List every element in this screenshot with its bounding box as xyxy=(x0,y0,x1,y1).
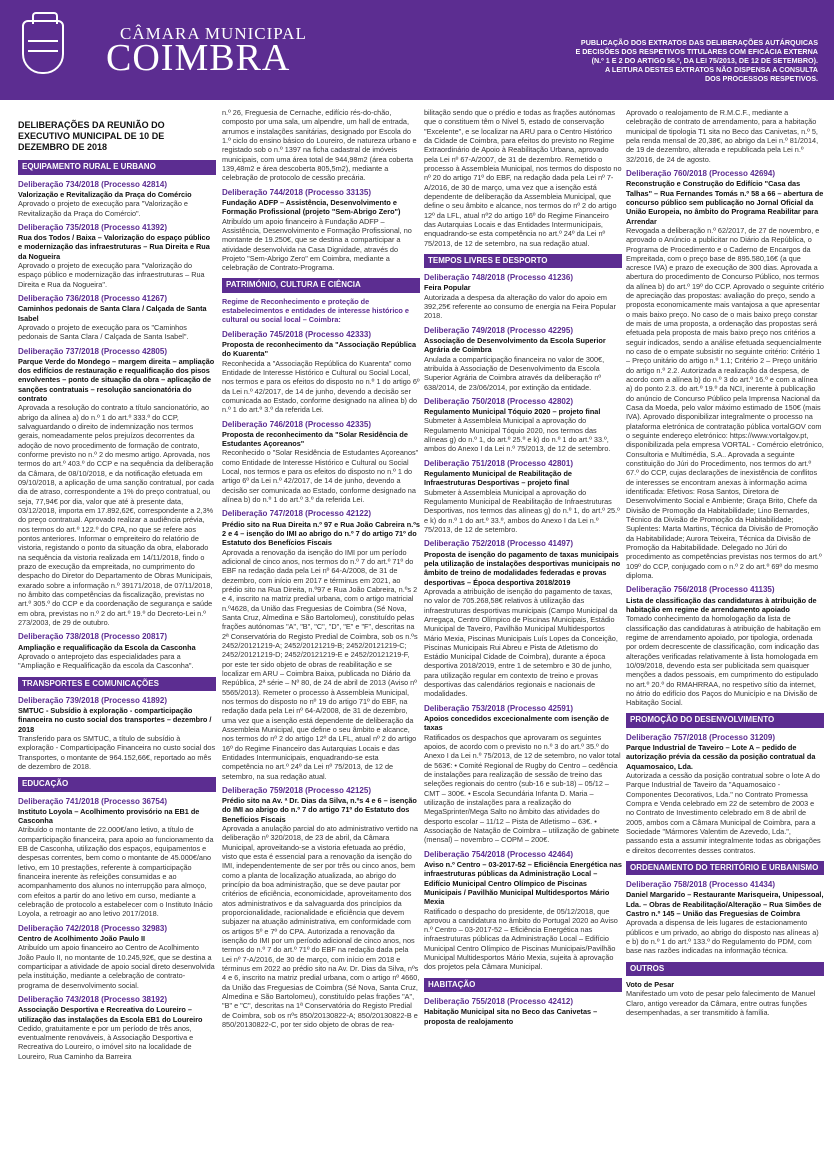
deliberation-title: Apoios concedidos excecionalmente com isenção de taxas xyxy=(424,714,609,733)
deliberation-item xyxy=(18,180,216,218)
deliberation-item xyxy=(424,326,622,392)
deliberation-title: Centro de Acolhimento João Paulo II xyxy=(18,933,146,943)
document-title: DELIBERAÇÕES DA REUNIÃO DO EXECUTIVO MUNICIPAL DE 10 DE DEZEMBRO DE 2018 xyxy=(18,120,165,152)
deliberation-body: n.º 26, Freguesia de Cernache, edifício rés-do-chão, composto por uma sala, um alpendre, um hall de entrada, arrumos e instalações sanitárias, designado por Escola do 1.º ciclo do ensino básico do Loureiro, de natureza urbano e registado sob o n.º 1397 na ficha cadastral de imóveis municipais, com uma área total de 944,98m2 (área coberta 139,48m2 e área descoberta 805,5m2), mediante a celebração de protocolo de cessão precária. xyxy=(222,108,417,183)
deliberation-body: Reconhecida a "Associação República do Kuarenta" como Entidade de Interesse Histórico e Cultural ou Social Local, nos termos e para os efeitos do disposto no n.º 1 do artigo 6º da Lei n.º 42/2017, de 14 de junho, devendo a decisão ser comunicada ao Estado, conforme designado na alínea b) do n.º 1 do art.º 3.º da referida Lei. xyxy=(222,358,420,415)
deliberation-item xyxy=(222,420,420,505)
section-header: OUTROS xyxy=(626,962,824,976)
section-header: TEMPOS LIVRES E DESPORTO xyxy=(424,254,622,268)
deliberation-body: bilitação sendo que o prédio e todas as frações autónomas que o constituem têm o Nível 5, estado de conservação "Excelente", e se localizar na ARU para o Centro Histórico da Cidade de Coimbra, para efeitos do previsto no Regime Extraordinário de Apoio à Reabilitação Urbana, aprovado pela Lei nº 67-A/2007, de 31 de dezembro. Remetido o processo à Assembleia Municipal, nos termos do disposto no nº 20 do artigo 71º do EBF, na redação dada pela Lei nº 7-A/2016, de 30 de março, uma vez que a isenção está dependente de deliberação da Assembleia Municipal, que define o seu âmbito e alcance, nos termos do nº 2 do artigo 12º da LFL, atual nº2 do artigo 16º do Regime Financeiro das Autarquias Locais e das Entidades Intermunicipais, enquadrando-se esta competência no art.º 24º da Lei nº 75/2013, de 12 de setembro, na sua redação atual. xyxy=(424,108,622,248)
deliberation-item xyxy=(222,330,420,415)
deliberation-heading: Deliberação 745/2018 (Processo 42333) xyxy=(222,329,371,339)
deliberation-heading: Deliberação 742/2018 (Processo 32983) xyxy=(18,923,167,933)
deliberation-body: Reconhecido o "Solar Residência de Estudantes Açoreanos" como Entidade de Interesse Histórico e Cultural ou Social Local, nos termos e para os efeitos do disposto no n.º 1 do artigo 6º da Lei n.º 42/2017, de 14 de junho, devendo a decisão ser comunicada ao Estado, conforme designado na alínea b) do n.º 1 do art.º 3.º da referida Lei. xyxy=(222,448,419,505)
notice-line: A LEITURA DESTES EXTRATOS NÃO DISPENSA A CONSULTA xyxy=(605,65,818,74)
deliberation-item xyxy=(626,108,824,164)
deliberation-body: Revogada a deliberação n.º 62/2017, de 27 de novembro, e aprovado o Anúncio a publicitar no Diário da República, o Programa de Procedimento e o Caderno de Encargos da Empreitada, com o preço base de 895.580,16€ (a que acresce IVA) e prazo de execução de 300 dias. Aprovada a abertura do procedimento de Concurso Público, nos termos da alínea b) do art.º 19º do CCP. Aprovado o seguinte critério de apreciação das propostas: avaliação do preço, sendo a proposta economicamente mais vantajosa a que apresentar o mais baixo preço. No caso de o mais baixo preço constar de mais de uma proposta, a ordenação das propostas será efetuada pela proposta de mais baixo preço nos critérios a seguir indicados, sendo a análise efetuada sequencialmente no caso de o empate subsistir no seguinte critério: Critério 1 – Preço unitário do artigo n.º 1.1; Critério 2 – Preço unitário do artigo n.º 2.2. Autorizada a realização da despesa, de acordo com a alínea b) do n.º 3 do art.º 16.º e com a alínea a) do ponto 2.3. do art.º 19.º da NCI, inerente à publicação do anúncio de Concurso Público pela Imprensa Nacional da Casa da Moeda, pelo valor máximo estimado de 150€ (mais IVA). Aprovado disponibilizar integralmente o processo na plataforma eletrónica de contratação pública vortalGOV com o seguinte endereço eletrónico: https://www.vortalgov.pt, disponibilizada pela empresa VORTAL - Comércio eletrónico, Consultoria e Multimédia, S.A.. Aprovada a seguinte constituição do Júri do Procedimento, nos termos do art.º 67.º do CCP, cujas declarações de inexistência de conflitos de interesses se encontram anexas à informação acima identificada: Efetivos: Rosa Santos, Diretora de Desenvolvimento Social e Ambiente; Graça Brito, Chefe da Divisão de Promoção da Habitabilidade; Lino Bernardes, Técnico da Divisão de Promoção da Habitabilidade; Suplentes: Marta Martins, Técnica da Divisão de Promoção da Habitabilidade; Aurora Teixeira, Técnica da Divisão de Promoção da Habitabilidade. Delegado no Júri do procedimento as competências previstas nos termos do art.º 109º do CCP, conjugado com o n.º 2 do art.º 69º do mesmo diploma. xyxy=(626,225,824,580)
deliberation-heading: Deliberação 746/2018 (Processo 42335) xyxy=(222,419,371,429)
deliberation-heading: Deliberação 754/2018 (Processo 42464) xyxy=(424,849,573,859)
deliberation-body: Aprovada a resolução do contrato a título sancionatório, ao abrigo da alínea a) do n.º 1 do art.º 333.º do CCP, salvaguardando o direito de indemnização nos termos gerais, nomeadamente pelos prejuízos decorrentes da adoção de novo procedimento de formação de contrato, conforme previsto no n.º 2 do mesmo artigo. Aprovada, nos termos do art.º 403.º do CCP e na sequência da deliberação da Câmara, de 08/10/2018, e da notificação efetuada em 09/10/2018, a aplicação de uma sanção contratual, por cada dia de atraso, correspondente a 1% do preço contratual, ou seja, 77,94€ por dia, valor que até à presente data, 03/12/2018, importa em 17.892,62€, correspondente a 2,3% do preço contratual. Aprovado realizar a audiência prévia, nos termos do art.º 122.º do CPA, no que se refere aos pontos anteriores. Informar o empreiteiro do relatório de vistoria, registando o ponto da situação da obra, elaborado na sequência da vistoria realizada em 14/11/2018, findo o prazo de execução da empreitada, no cumprimento do despacho do Diretor do Departamento de Obras Municipais, exarado sobre a informação n.º 39171/2018, de 07/11/2018, no âmbito das competências da fiscalização, previstas no art.º 305.º do CCP e da coordenação de segurança e saúde em obra, previstas no n.º 2 do art.º 19.º do Decreto-Lei n.º 273/2003, de 29 de outubro. xyxy=(18,403,214,628)
brand-top: CÂMARA MUNICIPAL xyxy=(120,24,307,43)
deliberation-body: Atribuído um apoio financeiro ao Centro de Acolhimento João Paulo II, no montante de 10.245,92€, que se destina a comparticipar a atividade de apoio social direto desenvolvida pela instituição, mediante a celebração de contrato-programa de desenvolvimento social. xyxy=(18,943,215,990)
column-2 xyxy=(222,108,420,1163)
deliberation-title: Parque Verde do Mondego – margem direita – ampliação dos edifícios de restauração e requalificação dos pisos envolventes – ponto de situação da obra – aplicação de sanções contratuais – resolução sancionatória do contrato xyxy=(18,356,215,404)
deliberation-heading: Deliberação 734/2018 (Processo 42814) xyxy=(18,179,167,189)
section-header: EQUIPAMENTO RURAL E URBANO xyxy=(18,160,216,174)
deliberation-item xyxy=(424,997,622,1026)
deliberation-heading: Deliberação 739/2018 (Processo 41892) xyxy=(18,695,167,705)
deliberation-body: Autorizada a cessão da posição contratual sobre o lote A do Parque Industrial de Taveiro da "Aquamosaico - Componentes Decorativos, Lda." no Contrato Promessa Compra e Venda celebrado em 22 de setembro de 2003 e no Contrato de Investimento celebrado em 8 de abril de 2005, ambos com a Câmara Municipal de Coimbra, para a Sociedade "Mármores Valentim de Azevedo, Lda.", passando esta a assumir integralmente todas as obrigações e direitos decorrentes desses contratos. xyxy=(626,770,821,855)
publication-notice xyxy=(528,38,818,83)
section-header: PATRIMÓNIO, CULTURA E CIÊNCIA xyxy=(222,278,420,292)
deliberation-heading: Deliberação 755/2018 (Processo 42412) xyxy=(424,997,573,1007)
deliberation-heading: Deliberação 743/2018 (Processo 38192) xyxy=(18,994,167,1004)
deliberation-heading: Deliberação 753/2018 (Processo 42591) xyxy=(424,703,573,713)
deliberation-title: Daniel Margarido – Restaurante Marisqueira, Unipessoal, Lda. – Obras de Reabilitação/Alteração – Rua Simões de Castro n.º 145 – União das Freguesias de Coimbra xyxy=(626,890,824,919)
section-header: TRANSPORTES E COMUNICAÇÕES xyxy=(18,677,216,691)
deliberation-item xyxy=(626,880,824,956)
deliberation-heading: Deliberação 759/2018 (Processo 42125) xyxy=(222,785,371,795)
deliberation-body: Ratificado o despacho do presidente, de 05/12/2018, que aprovou a candidatura no âmbito do Portugal 2020 ao Aviso n.º Centro – 03-2017-52 – Eficiência Energética nas infraestruturas públicas da Administração Local – Edifício Municipal Centro Olímpico de Piscinas Municipais/Pavilhão Municipal Multidesportos Mário Mexia, sujeita à aprovação dos projetos pela Câmara Municipal. xyxy=(424,906,618,972)
deliberation-title: Lista de classificação das candidaturas à atribuição de habitação em regime de arrendamento apoiado xyxy=(626,595,817,614)
deliberation-body: Transferido para os SMTUC, a título de subsídio à exploração - Comparticipação Financeira no custo social dos Transportes, o montante de 964.152,66€, reportado ao mês de dezembro de 2018. xyxy=(18,734,216,771)
deliberation-title: Aviso n.º Centro – 03-2017-52 – Eficiência Energética nas infraestruturas públicas da Administração Local – Edifício Municipal Centro Olímpico de Piscinas Municipais / Pavilhão Municipal Multidesportos Mário Mexia xyxy=(424,859,622,907)
deliberation-heading: Deliberação 757/2018 (Processo 31209) xyxy=(626,732,775,742)
section-header: PROMOÇÃO DO DESENVOLVIMENTO xyxy=(626,713,824,727)
deliberation-item xyxy=(222,108,420,183)
deliberation-item xyxy=(18,995,216,1061)
deliberation-heading: Deliberação 737/2018 (Processo 42805) xyxy=(18,346,167,356)
deliberation-item xyxy=(18,294,216,342)
deliberation-title: Caminhos pedonais de Santa Clara / Calçada de Santa Isabel xyxy=(18,304,207,323)
notice-line: DOS PROCESSOS RESPETIVOS. xyxy=(704,74,818,83)
brand-main: COIMBRA xyxy=(106,37,291,79)
deliberation-heading: Deliberação 756/2018 (Processo 41135) xyxy=(626,585,775,595)
deliberation-title: Instituto Loyola – Acolhimento provisório na EB1 de Casconha xyxy=(18,806,200,826)
deliberation-item xyxy=(18,797,216,919)
deliberation-item xyxy=(424,397,622,454)
deliberation-heading: Deliberação 758/2018 (Processo 41434) xyxy=(626,880,775,890)
deliberation-item xyxy=(424,539,622,698)
deliberation-heading: Deliberação 744/2018 (Processo 33135) xyxy=(222,187,371,197)
deliberation-heading: Deliberação 738/2018 (Processo 20817) xyxy=(18,632,167,642)
deliberation-body: Ratificados os despachos que aprovaram os seguintes apoios, de acordo com o previsto no n.º 3 do art.º 35.º do Anexo I da Lei n.º 75/2013, de 12 de setembro, no valor total de 563€: • Comité Regional de Rugby do Centro – cedência de instalações para realização de sessão de treino das seleções regionais do centro (sub-16 e sub-18) – 05/12 – CMT – 300€. • Escola Secundária Infanta D. Maria – utilização de instalações para a realização do MegaSprinter/Mega Salto no âmbito das atividades do desporto escolar – 11/12 – Pista de Atletismo – 63€. • Associação de Natação de Coimbra – utilização de gabinete (mensal) – novembro – COPM – 200€. xyxy=(424,732,621,845)
deliberation-heading: Deliberação 750/2018 (Processo 42802) xyxy=(424,396,573,406)
deliberation-title: Rua dos Todos / Baixa – Valorização do espaço público e modernização das infraestruturas – Rua Direita e Rua da Nogueira xyxy=(18,233,211,261)
deliberation-title: Associação Desportiva e Recreativa do Loureiro – utilização das instalações da Escola EB1 do Loureiro xyxy=(18,1005,203,1024)
deliberation-item xyxy=(626,980,824,1017)
deliberation-title: Regulamento Municipal de Reabilitação de Infraestruturas Desportivas – projeto final xyxy=(424,469,572,488)
deliberation-body: Anulada a comparticipação financeira no valor de 300€, atribuída à Associação de Desenvolvimento da Escola Superior Agrária de Coimbra através da deliberação nº 638/2014, de 23/06/2014, por extinção da entidade. xyxy=(424,354,605,392)
deliberation-title: Associação de Desenvolvimento da Escola Superior Agrária de Coimbra xyxy=(424,335,606,355)
deliberation-body: Aprovada a dispensa de leis lugares de estacionamento públicos e um privado, ao abrigo do disposto nas alíneas a) e b) do n.º 1 do art.º 133.º do Regulamento do PDM, com base nas razões indicadas na informação técnica. xyxy=(626,918,819,956)
deliberation-item xyxy=(18,632,216,670)
deliberation-title: Ampliação e requalificação da Escola da Casconha xyxy=(18,642,196,652)
deliberation-item xyxy=(18,696,216,772)
deliberation-item xyxy=(18,924,216,990)
deliberation-title: Habitação Municipal sita no Beco das Canivetas – proposta de realojamento xyxy=(424,1007,598,1026)
deliberation-title: Valorização e Revitalização da Praça do Comércio xyxy=(18,189,192,199)
deliberation-body: Aprovada a anulação parcial do ato administrativo vertido na deliberação nº 320/2018, de 23 de abril, da Câmara Municipal, aproveitando-se a vistoria efetuada ao prédio, visto que esta é essencial para a renovação da isenção do IMI, independentemente de ser por três ou cinco anos, bem como a planta de localização atualizada, ao abrigo do princípio da boa administração, que se deve pautar por critérios de eficiência, economicidade, aproveitamento dos atos administrativos e da salvaguarda dos princípios da proporcionalidade, racionalidade e eficiência que devem subjazer na atuação administrativa, em conformidade com os artigos 5º e 7º do CPA. Autorizada a renovação da isenção do IMI por um período adicional de cinco anos, nos termos do n.º 7 do art.º 71º do EBF na redação dada pela Lei nº 7-A/2016, de 30 de março, com início em 2018 e términus em 2022 ao prédio sito na Av. Dr. Dias da Silva, nºs 4 e 6, inscrito na matriz predial urbana, com o artigo nº 4660, da União das Freguesias de Coimbra (Sé Nova, Santa Cruz, Almedina e São Bartolomeu), constituído pelas frações "A", "B" e "C", descritas na 1ª Conservatória do Registo Predial de Coimbra, sob os nºs 850/20130822-A; 850/20130822-B e 850/20130822-C, por ter sido objeto de obras de rea- xyxy=(222,824,420,1029)
subsection-title: Regime de Reconhecimento e proteção de estabelecimentos e entidades de interesse histórico e cultural ou social local – Coimbra: xyxy=(222,296,409,325)
section-header: EDUCAÇÃO xyxy=(18,777,216,791)
deliberation-heading: Deliberação 751/2018 (Processo 42801) xyxy=(424,458,573,468)
deliberation-body: Atribuído o montante de 22.000€/ano letivo, a título de comparticipação financeira, para apoio ao funcionamento da EB de Casconha, utilização dos espaços, equipamentos e despesas correntes, bem como o montante de 45.000€/ano letivo, em 10 prestações, referente à comparticipação financeira inerente às refeições consumidas e ao acompanhamento dos alunos no interrupção para almoço, com efeitos a partir do ano letivo em curso, mediante a celebração de protocolo a estabelecer com o Instituto Inácio Loyola, a retroagir ao ano letivo 2017/2018. xyxy=(18,825,214,919)
deliberation-heading: Deliberação 748/2018 (Processo 41236) xyxy=(424,273,573,283)
section-header: ORDENAMENTO DO TERRITÓRIO E URBANISMO xyxy=(626,861,824,875)
deliberation-title: SMTUC - Subsídio à exploração - comparticipação financeira no custo social dos transportes – dezembro / 2018 xyxy=(18,706,212,734)
deliberation-body: Submeter à Assembleia Municipal a aprovação do Regulamento Municipal de Reabilitação de Infraestruturas Desportivas, nos termos das alíneas g) do n.º 1, do art.º 25.º e k) do n.º 1 do art.º 33.º, ambos do Anexo I da Lei n.º 75/2013, de 12 de setembro. xyxy=(424,487,620,534)
notice-line: (N.º 1 E 2 DO ARTIGO 56.º, DA LEI 75/2013, DE 12 DE SETEMBRO). xyxy=(591,56,818,65)
deliberation-title: Feira Popular xyxy=(424,283,471,293)
deliberation-body: Autorizada a despesa da alteração do valor do apoio em 392,25€ referente ao consumo de energia na Feira Popular 2018. xyxy=(424,292,616,321)
deliberation-item xyxy=(424,459,622,535)
deliberation-body: Tomado conhecimento da homologação da lista de classificação das candidaturas à atribuição de habitação em regime de arrendamento apoiado, por tipologia, ordenada por ordem decrescente de classificação, com indicação das alterações verificadas relativamente à lista homologada em 10/09/2018, devendo esta ser publicitada sem quaisquer menções a dados pessoais, em cumprimento do estipulado no art.º 20.º do RMAHRRAA, no respetivo sítio da internet, no átrio do edifício dos Paços do Município e na Divisão de Habitação Social. xyxy=(626,614,821,708)
deliberation-item xyxy=(18,223,216,289)
deliberation-heading: Deliberação 760/2018 (Processo 42694) xyxy=(626,168,775,178)
notice-line: PUBLICAÇÃO DOS EXTRATOS DAS DELIBERAÇÕES AUTÁRQUICAS xyxy=(580,38,818,47)
deliberation-title: Reconstrução e Construção do Edifício "Casa das Talhas" – Rua Fernandes Tomás n.º 58 a 66 – abertura de concurso público sem publicação no Jornal Oficial da União Europeia, no âmbito do Programa Reabilitar para Arrendar xyxy=(626,179,824,226)
deliberation-heading: Deliberação 749/2018 (Processo 42295) xyxy=(424,325,573,335)
deliberation-body: Atribuído um apoio financeiro à Fundação ADFP – Assistência, Desenvolvimento e Formação Profissional, no montante de 19.250€, que se destina a comparticipar a atividade desenvolvida na Casa Dignidade, através do Projeto "Sem-Abrigo Zero" em Coimbra, mediante a celebração de Contrato-Programa. xyxy=(222,216,412,273)
deliberation-title: Parque Industrial de Taveiro – Lote A – pedido de autorização prévia da cessão da posição contratual da Aquamosaico, Lda. xyxy=(626,742,816,771)
deliberation-heading: Deliberação 741/2018 (Processo 36754) xyxy=(18,796,167,806)
deliberation-item xyxy=(222,188,420,273)
deliberation-heading: Deliberação 747/2018 (Processo 42122) xyxy=(222,509,371,519)
deliberation-item xyxy=(222,509,420,780)
deliberation-title: Regulamento Municipal Tóquio 2020 – projeto final xyxy=(424,407,601,417)
deliberation-body: Aprovado o realojamento de R.M.C.F., mediante a celebração de contrato de arrendamento, para a habitação municipal de tipologia T1 sita no Beco das Canivetas, n.º 5, pela renda mensal de 20,38€, ao abrigo da Lei n.º 81/2014, de 19 de dezembro, alterada e republicada pela Lei n.º 32/2016, de 24 de agosto. xyxy=(626,108,819,164)
deliberation-title: Proposta de isenção do pagamento de taxas municipais pela utilização de instalações desportivas municipais no âmbito de treino de modalidades federadas e provas desportivas – Época desportiva 2018/2019 xyxy=(424,549,621,587)
header xyxy=(0,0,834,100)
deliberation-item xyxy=(626,733,824,855)
deliberation-title: Prédio sito na Rua Direita n.º 97 e Rua João Cabreira n.ºs 2 e 4 – isenção do IMI ao abrigo do n.º 7 do artigo 71º do Estatuto dos Benefícios Fiscais xyxy=(222,519,420,548)
deliberation-item xyxy=(424,850,622,972)
deliberation-heading: Deliberação 735/2018 (Processo 41392) xyxy=(18,222,167,232)
deliberation-title: Prédio sito na Av. ª Dr. Dias da Silva, n.ºs 4 e 6 – isenção do IMI ao abrigo do n.º 7 do artigo 71º do Estatuto dos Benefícios Fiscais xyxy=(222,796,417,824)
deliberation-body: Aprovado o projeto de execução para "Valorização do espaço público e modernização das infraestruturas – Rua Direita e Rua da Nogueira". xyxy=(18,261,205,289)
deliberation-item xyxy=(18,347,216,628)
column-3 xyxy=(424,108,622,1163)
deliberation-item xyxy=(424,108,622,248)
deliberation-item xyxy=(222,786,420,1029)
deliberation-body: Aprovado o projeto de execução para os "Caminhos pedonais de Santa Clara / Calçada de Santa Isabel". xyxy=(18,322,189,342)
deliberation-title: Proposta de reconhecimento da "Solar Residência de Estudantes Açoreanos" xyxy=(222,429,408,449)
deliberation-body: Aprovada a renovação da isenção do IMI por um período adicional de cinco anos, nos termos do n.º 7 do art.º 71º do EBF na redação dada pela Lei nº 64-A/2008, de 31 de dezembro, com início em 2017 e términus em 2021, ao prédio sito na Rua Direita, n.º97 e Rua João Cabreira, n.ºs 2 e 4, inscrito na matriz predial urbana, com o artigo matricial n.º4628, da União das Freguesias de Coimbra (Sé Nova, Santa Cruz, Almedina e São Bartolomeu), constituído pelas frações autónomas "A", "B", "C", "D", "E" e "F", descritas na 2ª Conservatória do Registo Predial de Coimbra, sob os n.ºs 2452/20121219-A; 2452/20121219-B; 2452/20121219-C; 2452/20121219-D; 2452/20121219-E e 2452/20121219-F, por este ter sido objeto de obras de reabilitação e se localizar em ARU – Coimbra Baixa, publicada no Diário da República, 2ª série – Nº 80, de 24 de abril de 2013 (Aviso nº 5565/2013). Remeter o processo à Assembleia Municipal, nos termos do disposto no nº 19 do artigo 71º do EBF, na redação dada pela Lei nº 64-A/2008, de 31 de dezembro, uma vez que a isenção está dependente de deliberação da Assembleia Municipal, que define o seu âmbito e alcance, nos termos do nº 2 do artigo 12º da LFL, atual nº 2 do artigo 16º do Regime Financeiro das Autarquias Locais e das Entidades Intermunicipais, enquadrando-se esta competência no art.º 24º da Lei nº 75/2013, de 12 de setembro, na sua redação atual. xyxy=(222,547,418,781)
deliberation-body: Submeter à Assembleia Municipal a aprovação do Regulamento Municipal Tóquio 2020, nos termos das alíneas g) do n.º 1, do art.º 25.º e k) do n.º 1 do art.º 33.º, ambos do Anexo I da Lei n.º 75/2013, de 12 de setembro. xyxy=(424,416,611,454)
column-4 xyxy=(626,108,824,1163)
deliberation-body: Manifestado um voto de pesar pelo falecimento de Manuel Claro, antigo vereador da Câmara, entre outras funções desempenhadas, a ser transmitido à família. xyxy=(626,989,816,1017)
deliberation-item xyxy=(424,273,622,321)
deliberation-title: Voto de Pesar xyxy=(626,979,675,989)
coimbra-crest-icon xyxy=(22,20,64,74)
notice-line: E DECISÕES DOS RESPETIVOS TITULARES COM EFICÁCIA EXTERNA xyxy=(575,47,818,56)
deliberation-heading: Deliberação 752/2018 (Processo 41497) xyxy=(424,539,573,549)
deliberation-body: Cedido, gratuitamente e por um período de três anos, eventualmente renováveis, à Associação Desportiva e Recreativa do Loureiro, o imóvel sito na localidade de Loureiro, Rua Caminho da Barreira xyxy=(18,1023,194,1061)
deliberation-title: Fundação ADFP – Assistência, Desenvolvimento e Formação Profissional (projeto "Sem-Abrigo Zero") xyxy=(222,197,401,217)
deliberation-body: Aprovado o projeto de execução para "Valorização e Revitalização da Praça do Comércio". xyxy=(18,199,188,218)
deliberation-title: Proposta de reconhecimento da "Associação República do Kuarenta" xyxy=(222,339,417,359)
deliberation-body: Aprovada a atribuição de isenção do pagamento de taxas, no valor de 705.268,58€ relativos à utilização das infraestruturas desportivas municipais (Campo Municipal da Arregaça, Centro Olímpico de Piscinas Municipais, Estádio Municipal de Taveiro, Pavilhão Municipal Multidesportos Mário Mexia, Piscinas Municipais Luís Lopes da Conceição, Piscinas Municipais Rui Abreu e Pista de Atletismo do Estádio Municipal Cidade de Coimbra), durante a época desportiva 2018/2019, entre 1 de setembro e 30 de junho, para utilização regular em contexto de treino e provas desportivas das calendários regionais e nacionais de modalidades. xyxy=(424,586,618,699)
deliberation-heading: Deliberação 736/2018 (Processo 41267) xyxy=(18,294,167,304)
column-1 xyxy=(18,108,216,1163)
deliberation-item xyxy=(424,704,622,845)
deliberation-item xyxy=(626,169,824,580)
section-header: HABITAÇÃO xyxy=(424,978,622,992)
deliberation-body: Aprovado o anteprojeto das especialidades para a "Ampliação e Requalificação da escola da Casconha". xyxy=(18,651,194,671)
deliberation-item xyxy=(626,585,824,707)
